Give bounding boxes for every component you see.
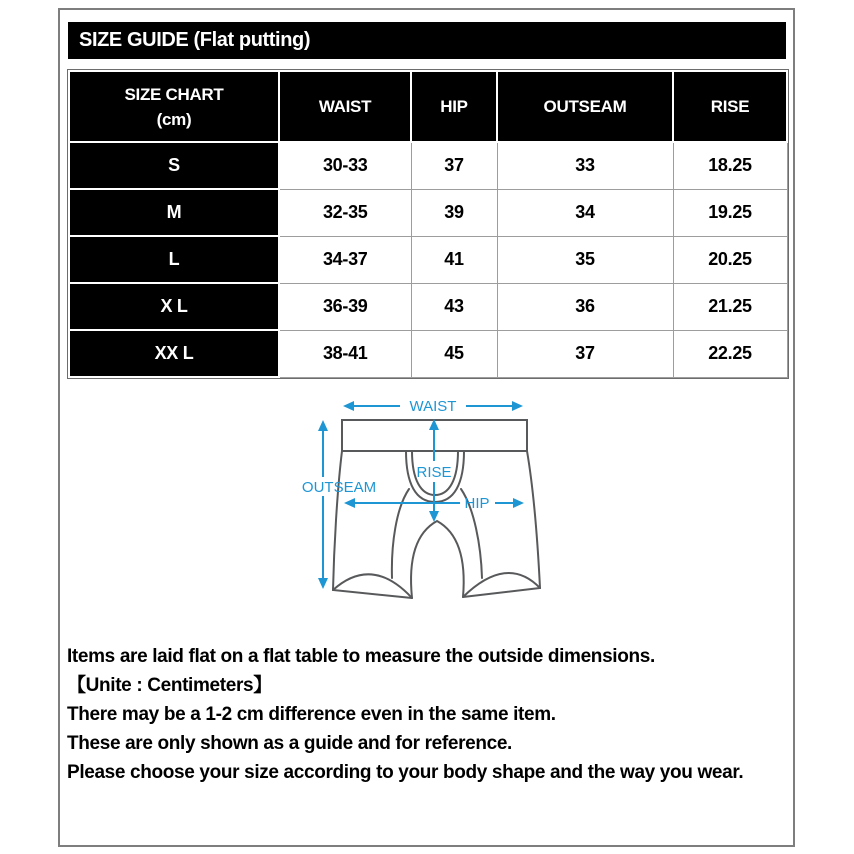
waist-label: WAIST	[409, 398, 457, 415]
outseam-cell: 34	[497, 189, 673, 236]
outseam-label: OUTSEAM	[301, 479, 377, 496]
col-header-rise: RISE	[673, 71, 787, 142]
page-title: SIZE GUIDE (Flat putting)	[79, 29, 311, 51]
waist-arrowhead-right	[512, 401, 523, 411]
size-chart-table	[68, 70, 788, 378]
outseam-arrowhead-top	[318, 420, 328, 431]
col-header-outseam: OUTSEAM	[497, 71, 673, 142]
table-row	[69, 330, 787, 377]
col-header-size-chart	[69, 71, 279, 142]
rise-cell: 22.25	[673, 330, 787, 377]
note-line: Items are laid flat on a flat table to measure the outside dimensions.	[67, 646, 655, 667]
size-chart-table-wrap	[67, 69, 789, 379]
waist-cell: 30-33	[279, 142, 411, 189]
size-chart-header-line2: (cm)	[156, 109, 192, 129]
note-line: There may be a 1-2 cm difference even in the same item.	[67, 704, 556, 725]
rise-cell: 19.25	[673, 189, 787, 236]
outseam-cell: 33	[497, 142, 673, 189]
outseam-arrowhead-bottom	[318, 578, 328, 589]
hip-cell: 45	[411, 330, 497, 377]
waist-cell: 36-39	[279, 283, 411, 330]
size-guide-title-bar	[68, 22, 786, 59]
table-row	[69, 283, 787, 330]
waist-cell: 38-41	[279, 330, 411, 377]
rise-cell: 20.25	[673, 236, 787, 283]
waist-cell: 34-37	[279, 236, 411, 283]
outseam-cell: 37	[497, 330, 673, 377]
note-line: These are only shown as a guide and for reference.	[67, 733, 512, 754]
notes	[67, 642, 789, 787]
size-cell: L	[69, 236, 279, 283]
table-row	[69, 142, 787, 189]
table-row	[69, 236, 787, 283]
size-cell: M	[69, 189, 279, 236]
rise-cell: 21.25	[673, 283, 787, 330]
hip-cell: 39	[411, 189, 497, 236]
outseam-cell: 36	[497, 283, 673, 330]
table-header-row	[69, 71, 787, 142]
col-header-waist: WAIST	[279, 71, 411, 142]
hip-cell: 41	[411, 236, 497, 283]
waist-cell: 32-35	[279, 189, 411, 236]
diagram-labels	[302, 398, 490, 512]
hip-arrowhead-left	[344, 498, 355, 508]
size-cell: XX L	[69, 330, 279, 377]
outseam-cell: 35	[497, 236, 673, 283]
note-line: 【Unite : Centimeters】	[67, 675, 272, 696]
rise-label: RISE	[416, 464, 452, 481]
rise-cell: 18.25	[673, 142, 787, 189]
measurement-diagram	[280, 385, 580, 605]
size-chart-header-line1: SIZE CHART	[124, 84, 224, 104]
hip-label: HIP	[464, 495, 490, 512]
shorts-outline	[333, 420, 540, 598]
hip-cell: 37	[411, 142, 497, 189]
waist-arrowhead-left	[343, 401, 354, 411]
size-cell: S	[69, 142, 279, 189]
left-leg-outer	[333, 451, 412, 598]
table-row	[69, 189, 787, 236]
crotch-arch	[411, 521, 464, 598]
size-cell: X L	[69, 283, 279, 330]
hip-arrowhead-right	[513, 498, 524, 508]
col-header-hip: HIP	[411, 71, 497, 142]
note-line: Please choose your size according to your body shape and the way you wear.	[67, 762, 744, 783]
hip-cell: 43	[411, 283, 497, 330]
